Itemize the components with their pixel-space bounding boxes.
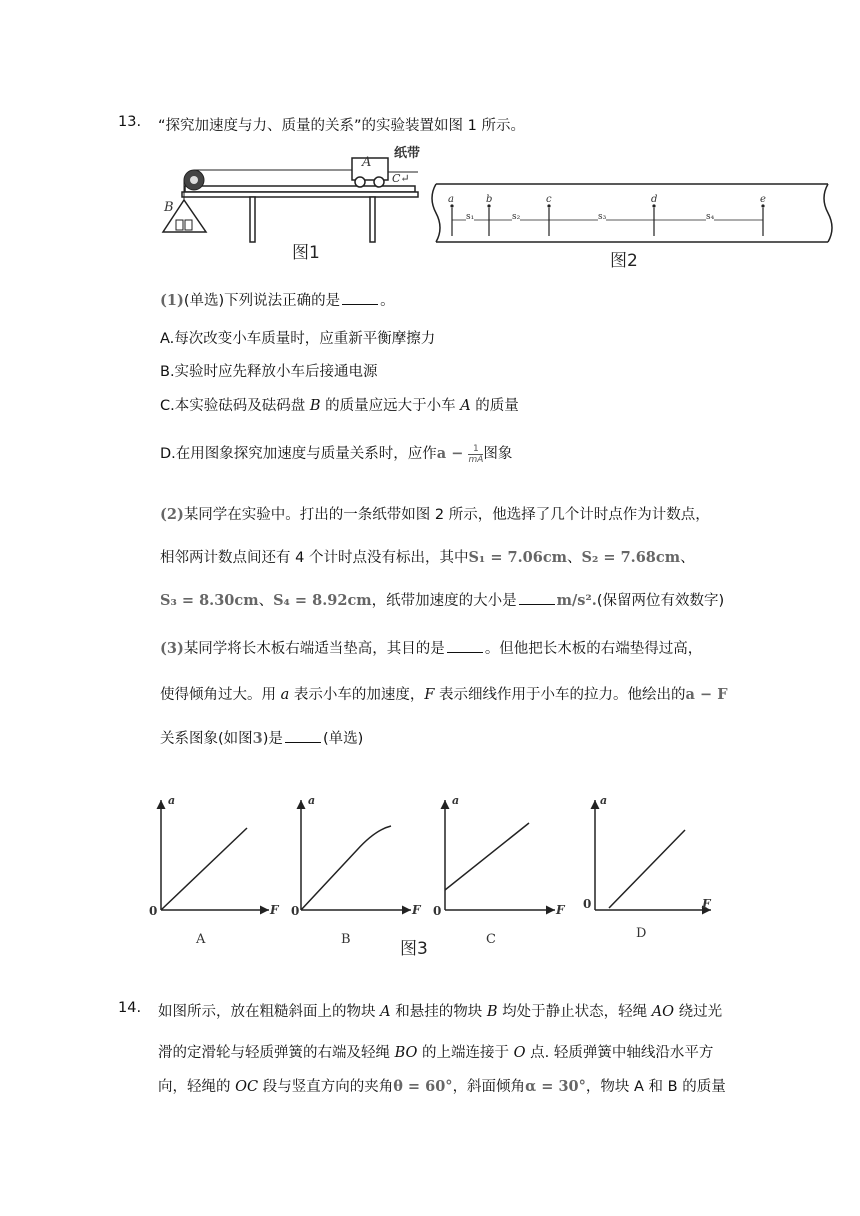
answer-blank-4[interactable] — [285, 730, 321, 743]
graph-b-letter: B — [341, 932, 351, 947]
figure-1-label-c: C↵ — [392, 172, 410, 185]
option-a: A.每次改变小车质量时，应重新平衡摩擦力 — [160, 331, 436, 347]
part-3-line-2: 使得倾角过大。用 a 表示小车的加速度，F 表示细线作用于小车的拉力。他绘出的a − F — [160, 686, 728, 703]
part-3-line-1: (3)某同学将长木板右端适当垫高，其目的是 。但他把长木板的右端垫得过高， — [160, 640, 703, 657]
answer-blank-3[interactable] — [447, 640, 483, 653]
question-14-line-3: 向，轻绳的 OC 段与竖直方向的夹角θ = 60°，斜面倾角α = 30°，物块 A 和 B 的质量 — [158, 1078, 726, 1095]
graph-a — [161, 800, 269, 910]
graph-d-origin: 0 — [583, 897, 592, 911]
graph-b-origin: 0 — [291, 904, 300, 918]
question-13-intro: “探究加速度与力、质量的关系”的实验装置如图 1 所示。 — [158, 118, 525, 134]
graph-a-x-label: F — [270, 903, 279, 917]
part-1-stem: (1)(单选)下列说法正确的是 。 — [160, 292, 395, 309]
tape-segment-s1: s₁ — [466, 212, 475, 222]
figure-1-label-b: B — [164, 200, 174, 215]
graph-d — [595, 800, 711, 910]
part-3-line-3: 关系图象(如图3)是 (单选) — [160, 730, 364, 747]
graph-c-x-label: F — [556, 903, 565, 917]
figure-3-graphs — [145, 790, 745, 920]
tape-point-c: c — [546, 194, 552, 205]
tape-segment-s2: s₂ — [512, 212, 521, 222]
tape-segment-s4: s₄ — [706, 212, 715, 222]
figure-1-label-tape: 纸带 — [394, 146, 421, 161]
graph-d-y-label: a — [600, 794, 608, 807]
tape-point-e: e — [760, 194, 766, 205]
figure-2-tape — [428, 180, 836, 246]
graph-a-letter: A — [196, 932, 206, 947]
question-14-line-1: 如图所示，放在粗糙斜面上的物块 A 和悬挂的物块 B 均处于静止状态，轻绳 AO 绕过光 — [158, 1004, 723, 1020]
graph-a-y-label: a — [168, 794, 176, 807]
answer-blank-1[interactable] — [342, 292, 378, 305]
part-2-line-1: (2)某同学在实验中。打出的一条纸带如图 2 所示，他选择了几个计时点作为计数点， — [160, 506, 710, 523]
tape-segment-s3: s₃ — [598, 212, 607, 222]
graph-c — [445, 800, 555, 910]
formula-fraction: $\frac{1}{mA}$ — [468, 443, 484, 465]
question-14-line-2: 滑的定滑轮与轻质弹簧的右端及轻绳 BO 的上端连接于 O 点. 轻质弹簧中轴线沿水平方 — [158, 1045, 714, 1061]
graph-b-x-label: F — [412, 903, 421, 917]
graph-b-y-label: a — [308, 794, 316, 807]
part-2-line-3: S₃ = 8.30cm、S₄ = 8.92cm，纸带加速度的大小是 m/s².(保留两位有效数字) — [160, 592, 725, 609]
question-14-number: 14. — [118, 1000, 142, 1016]
graph-b — [301, 800, 411, 910]
figure-3-caption: 图3 — [400, 939, 428, 959]
figure-1-caption: 图1 — [292, 243, 320, 263]
option-b: B.实验时应先释放小车后接通电源 — [160, 364, 378, 380]
part-2-line-2: 相邻两计数点间还有 4 个计时点没有标出，其中S₁ = 7.06cm、S₂ = 7.68cm、 — [160, 549, 695, 566]
answer-blank-2[interactable] — [519, 592, 555, 605]
figure-2-caption: 图2 — [610, 251, 638, 271]
option-c: C.本实验砝码及砝码盘 B 的质量应远大于小车 A 的质量 — [160, 398, 519, 414]
graph-c-letter: C — [486, 932, 496, 947]
figure-1-label-a: A — [362, 155, 372, 170]
option-d: D.在用图象探究加速度与质量关系时，应作a − $\frac{1}{mA}$ 图象 — [160, 443, 513, 465]
graph-d-x-label: F — [702, 897, 711, 911]
question-13-number: 13. — [118, 114, 142, 130]
tape-point-b: b — [486, 194, 493, 205]
figure-1-apparatus — [160, 142, 420, 252]
graph-a-origin: 0 — [149, 904, 158, 918]
tape-point-d: d — [651, 194, 658, 205]
graph-c-y-label: a — [452, 794, 460, 807]
graph-c-origin: 0 — [433, 904, 442, 918]
tape-point-a: a — [448, 194, 454, 205]
graph-d-letter: D — [636, 926, 647, 941]
